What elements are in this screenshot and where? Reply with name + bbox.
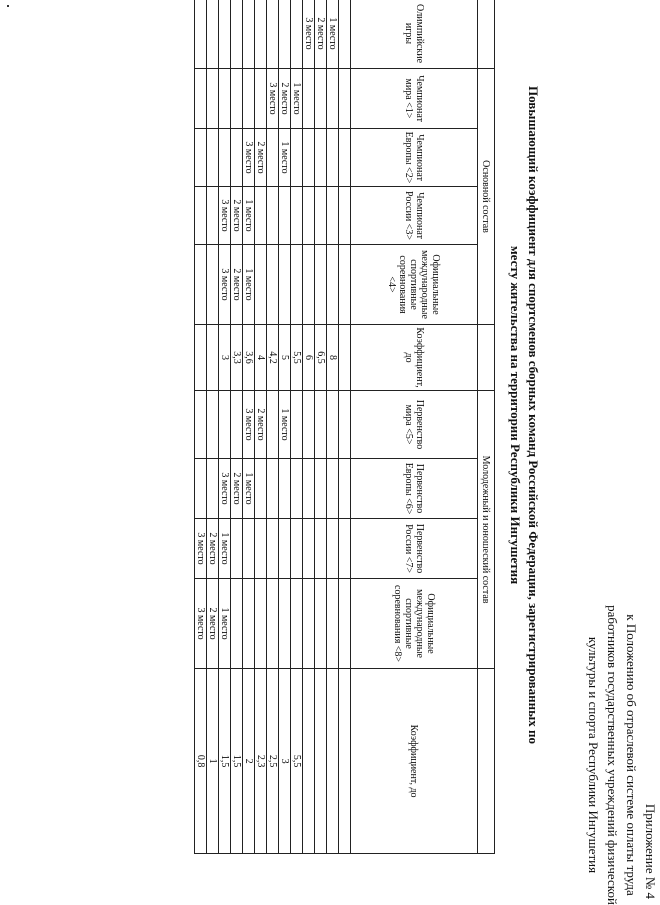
table-cell: [255, 69, 267, 129]
table-cell: [315, 187, 327, 245]
table-cell: [291, 245, 303, 325]
table-cell: 1 место: [219, 519, 231, 579]
table-cell: 3: [219, 325, 231, 391]
table-cell: [231, 579, 243, 669]
table-row: [255, 0, 267, 854]
column-header-row: [351, 0, 478, 854]
table-cell: 3 место: [219, 245, 231, 325]
table-cell: [207, 69, 219, 129]
table-cell: [219, 69, 231, 129]
table-row: [327, 0, 339, 854]
table-cell: [243, 519, 255, 579]
group-youth: Молодежный и юношеский состав: [478, 391, 495, 669]
table-cell: 2 место: [207, 579, 219, 669]
table-cell: 2 место: [231, 187, 243, 245]
table-cell: [279, 0, 291, 69]
table-cell: [195, 391, 207, 459]
table-cell: 3 место: [243, 129, 255, 187]
table-cell: [315, 579, 327, 669]
table-row: [243, 0, 255, 854]
table-cell: [303, 579, 315, 669]
table-cell: [279, 579, 291, 669]
table-row: [219, 0, 231, 854]
table-cell: [231, 391, 243, 459]
table-cell: [255, 187, 267, 245]
table-cell: 3 место: [267, 69, 279, 129]
table-cell: [327, 69, 339, 129]
table-cell: 3 место: [243, 391, 255, 459]
table-cell: [267, 0, 279, 69]
table-cell: 5,5: [291, 669, 303, 854]
table-cell: [315, 669, 327, 854]
table-cell: [339, 325, 351, 391]
col-header: Коэффициент, до: [351, 325, 478, 391]
table-cell: 3: [279, 669, 291, 854]
table-cell: [267, 187, 279, 245]
table-row: [339, 0, 351, 854]
table-cell: [255, 245, 267, 325]
table-cell: [195, 325, 207, 391]
table-cell: [339, 129, 351, 187]
group-main: Основной состав: [478, 69, 495, 325]
table-cell: [219, 391, 231, 459]
table-cell: [339, 519, 351, 579]
table-cell: 3 место: [219, 459, 231, 519]
table-cell: [207, 245, 219, 325]
table-cell: [303, 69, 315, 129]
table-cell: [255, 519, 267, 579]
table-cell: 1 место: [219, 579, 231, 669]
table-cell: 3 место: [303, 0, 315, 69]
table-cell: [315, 129, 327, 187]
title-line-2: месту жительства на территории Республики Ингушетия: [508, 245, 523, 585]
table-cell: 2,3: [255, 669, 267, 854]
table-cell: [207, 129, 219, 187]
table-cell: [279, 459, 291, 519]
table-cell: [291, 129, 303, 187]
table-cell: [219, 129, 231, 187]
table-cell: [267, 129, 279, 187]
table-cell: [195, 0, 207, 69]
table-cell: 3,3: [231, 325, 243, 391]
table-cell: [339, 69, 351, 129]
col-header: Первенство России <7>: [351, 519, 478, 579]
table-cell: [195, 459, 207, 519]
table-cell: [231, 0, 243, 69]
table-cell: [267, 459, 279, 519]
table-cell: [303, 391, 315, 459]
table-cell: 2 место: [315, 0, 327, 69]
table-cell: 3 место: [195, 519, 207, 579]
table-cell: [279, 187, 291, 245]
table-cell: 1 место: [327, 0, 339, 69]
appendix-block: [584, 605, 660, 905]
table-cell: [315, 391, 327, 459]
table-cell: [291, 519, 303, 579]
empty-header-cell: [478, 325, 495, 391]
table-cell: [255, 0, 267, 69]
empty-header-cell: [478, 0, 495, 69]
col-header: Чемпионат Европы <2>: [351, 129, 478, 187]
table-cell: [315, 69, 327, 129]
table-cell: [315, 459, 327, 519]
table-cell: [291, 0, 303, 69]
table-body: [195, 0, 351, 854]
table-cell: [339, 669, 351, 854]
table-cell: 6,5: [315, 325, 327, 391]
scan-dot: [7, 5, 9, 7]
table-cell: 3 место: [195, 579, 207, 669]
table-cell: 1: [207, 669, 219, 854]
table-cell: [195, 187, 207, 245]
table-cell: [303, 459, 315, 519]
table-cell: [279, 245, 291, 325]
table-cell: [303, 669, 315, 854]
table-cell: [303, 519, 315, 579]
table-cell: [267, 579, 279, 669]
table-cell: 3 место: [219, 187, 231, 245]
table-row: [195, 0, 207, 854]
table-cell: 1 место: [291, 69, 303, 129]
col-header: Коэффициент, до: [351, 669, 478, 854]
coefficient-table: [194, 0, 495, 854]
table-cell: [195, 69, 207, 129]
col-header: Чемпионат мира <1>: [351, 69, 478, 129]
table-row: [207, 0, 219, 854]
group-header-row: [478, 0, 495, 854]
table-cell: [231, 129, 243, 187]
table-cell: 3,6: [243, 325, 255, 391]
table-cell: [327, 519, 339, 579]
appendix-line: работников государственных учреждений физической: [605, 605, 620, 905]
table-cell: [291, 459, 303, 519]
table-cell: 2 место: [231, 245, 243, 325]
table-cell: [339, 245, 351, 325]
table-cell: 1 место: [243, 245, 255, 325]
table-cell: 1 место: [279, 391, 291, 459]
table-cell: [207, 325, 219, 391]
table-cell: [255, 579, 267, 669]
table-cell: [303, 129, 315, 187]
table-cell: [339, 391, 351, 459]
table-cell: 2 место: [255, 129, 267, 187]
col-header: Первенство мира <5>: [351, 391, 478, 459]
table-cell: [207, 391, 219, 459]
table-cell: 8: [327, 325, 339, 391]
table-cell: 1 место: [243, 459, 255, 519]
table-cell: [291, 187, 303, 245]
table-cell: 4: [255, 325, 267, 391]
table-cell: 2 место: [231, 459, 243, 519]
table-cell: [327, 187, 339, 245]
table-row: [267, 0, 279, 854]
table-cell: [339, 579, 351, 669]
table-cell: [327, 669, 339, 854]
table-cell: 5: [279, 325, 291, 391]
table-cell: [219, 0, 231, 69]
document-title: [506, 15, 542, 815]
table-row: [279, 0, 291, 854]
col-header: Чемпионат России <3>: [351, 187, 478, 245]
table-cell: [243, 0, 255, 69]
table-cell: 2: [243, 669, 255, 854]
col-header: Официальные международные спортивные соревнования <8>: [351, 579, 478, 669]
table-cell: [315, 245, 327, 325]
table-cell: [279, 519, 291, 579]
table-cell: [207, 459, 219, 519]
table-cell: [291, 391, 303, 459]
table-row: [303, 0, 315, 854]
rotated-content: [140, 0, 660, 905]
table-cell: 2,5: [267, 669, 279, 854]
appendix-number: Приложение № 4: [643, 803, 658, 899]
table-cell: [327, 391, 339, 459]
table-cell: [327, 245, 339, 325]
col-header: Официальные международные спортивные соревнования <4>: [351, 245, 478, 325]
table-cell: [255, 459, 267, 519]
table-cell: [339, 459, 351, 519]
table-row: [315, 0, 327, 854]
table-cell: [243, 579, 255, 669]
table-cell: 6: [303, 325, 315, 391]
table-row: [231, 0, 243, 854]
appendix-line: к Положению об отраслевой системе оплаты труда: [624, 614, 639, 896]
table-cell: [327, 459, 339, 519]
table-cell: [267, 245, 279, 325]
table-cell: 2 место: [279, 69, 291, 129]
table-cell: [303, 187, 315, 245]
appendix-line: культуры и спорта Республики Ингушетия: [586, 636, 601, 874]
table-cell: [291, 579, 303, 669]
table-cell: 1 место: [279, 129, 291, 187]
table-cell: 1,5: [219, 669, 231, 854]
table-cell: [327, 129, 339, 187]
table-cell: [207, 187, 219, 245]
table-cell: [207, 0, 219, 69]
table-cell: [231, 519, 243, 579]
col-header: Первенство Европы <6>: [351, 459, 478, 519]
col-header: Олимпийские игры: [351, 0, 478, 69]
title-line-1: Повышающий коэффициент для спортсменов сборных команд Российской Федерации, зарегистрированных по: [526, 85, 541, 745]
table-row: [291, 0, 303, 854]
table-cell: 2 место: [207, 519, 219, 579]
table-cell: [339, 0, 351, 69]
table-cell: [339, 187, 351, 245]
table-cell: [315, 519, 327, 579]
empty-header-cell: [478, 669, 495, 854]
table-cell: [195, 129, 207, 187]
table-cell: [267, 519, 279, 579]
table-cell: 2 место: [255, 391, 267, 459]
table-cell: [267, 391, 279, 459]
table-cell: [303, 245, 315, 325]
table-cell: 0,8: [195, 669, 207, 854]
table-cell: [327, 579, 339, 669]
table-cell: [195, 245, 207, 325]
table-cell: 1 место: [243, 187, 255, 245]
table-cell: [231, 69, 243, 129]
table-cell: 5,5: [291, 325, 303, 391]
table-cell: 4,2: [267, 325, 279, 391]
table-cell: [243, 69, 255, 129]
table-cell: 1,5: [231, 669, 243, 854]
